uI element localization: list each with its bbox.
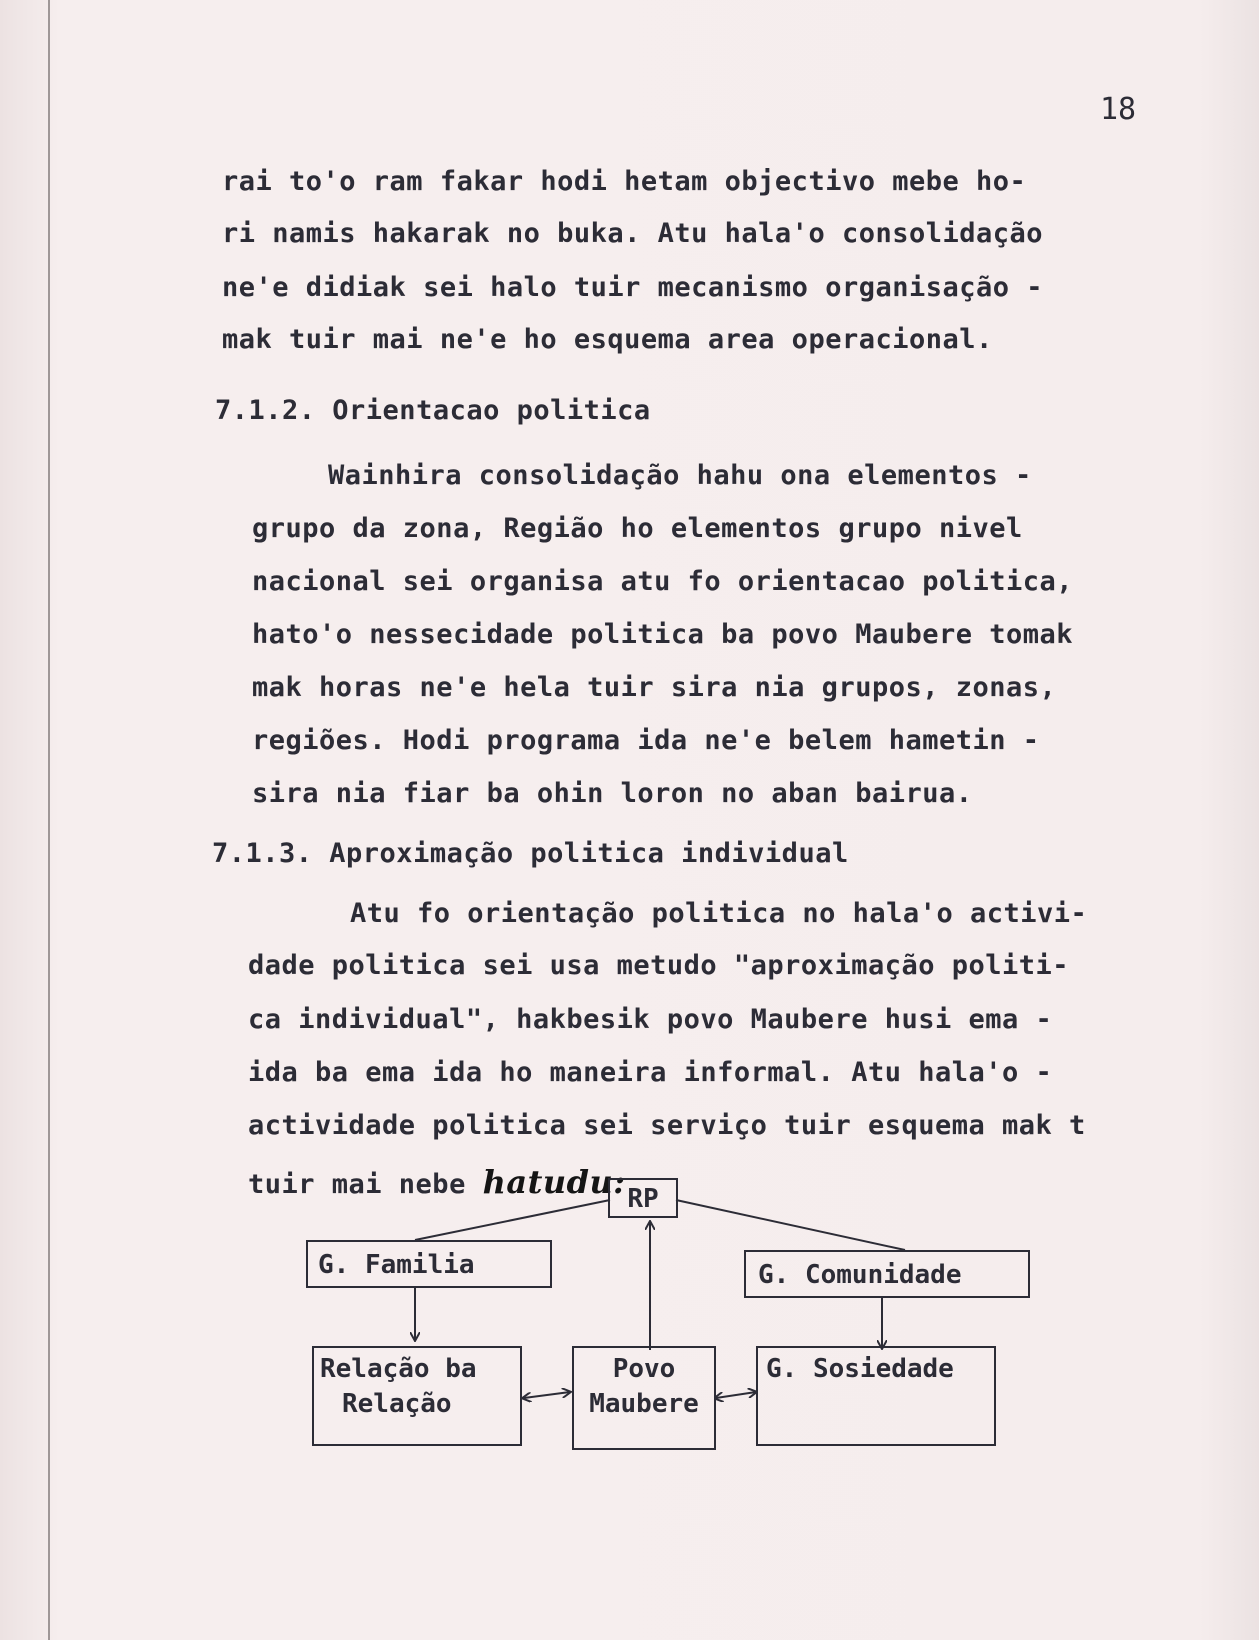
section-2-line-1: Wainhira consolidação hahu ona elementos - (328, 460, 1032, 491)
section-3-line-1: Atu fo orientação politica no hala'o activi- (350, 898, 1088, 929)
box-relacao-line-2: Relação (342, 1389, 452, 1420)
section-2-line-2: grupo da zona, Região ho elementos grupo nivel (252, 513, 1023, 544)
section-2-line-3: nacional sei organisa atu fo orientacao politica, (252, 566, 1074, 597)
handwritten-word: hatudu: (482, 1163, 626, 1201)
box-rp (608, 1178, 678, 1218)
arrow-povo-sosiedade (716, 1392, 756, 1398)
section-2-line-5: mak horas ne'e hela tuir sira nia grupos, zonas, (252, 672, 1057, 703)
section-3-line-4: ida ba ema ida ho maneira informal. Atu hala'o - (248, 1057, 1053, 1088)
box-rp-label: RP (627, 1184, 659, 1214)
page-number: 18 (1100, 92, 1137, 127)
box-relacao (312, 1346, 522, 1446)
box-povo (572, 1346, 716, 1450)
paragraph-1-line-2: ri namis hakarak no buka. Atu hala'o consolidação (222, 218, 1044, 249)
box-familia-label: G. Familia (318, 1250, 475, 1280)
section-2-line-4: hato'o nessecidade politica ba povo Maubere tomak (252, 619, 1074, 650)
section-3-last-line-text: tuir mai nebe (248, 1169, 466, 1200)
paragraph-1-line-4: mak tuir mai ne'e ho esquema area operacional. (222, 324, 993, 355)
paragraph-1-line-1: rai to'o ram fakar hodi hetam objectivo mebe ho- (222, 166, 1027, 197)
section-3-line-2: dade politica sei usa metudo "aproximação politi- (248, 950, 1070, 981)
section-2-heading: 7.1.2. Orientacao politica (215, 395, 651, 426)
section-2-line-7: sira nia fiar ba ohin loron no aban bairua. (252, 778, 973, 809)
box-povo-line-1: Povo (612, 1354, 676, 1384)
section-3-line-5: actividade politica sei serviço tuir esquema mak t (248, 1110, 1086, 1141)
box-comunidade-label: G. Comunidade (758, 1260, 962, 1290)
line-rp-familia (415, 1200, 610, 1240)
section-3-heading: 7.1.3. Aproximação politica individual (212, 838, 849, 869)
arrow-relacao-povo (524, 1392, 570, 1398)
line-rp-comunidade (676, 1200, 905, 1250)
box-relacao-line-1: Relação ba (320, 1354, 477, 1384)
box-familia (306, 1240, 552, 1288)
box-sosiedade-label: G. Sosiedade (766, 1354, 954, 1384)
paragraph-1-line-3: ne'e didiak sei halo tuir mecanismo organisação - (222, 272, 1044, 303)
box-sosiedade (756, 1346, 996, 1446)
box-comunidade (744, 1250, 1030, 1298)
section-2-line-6: regiões. Hodi programa ida ne'e belem hametin - (252, 725, 1040, 756)
box-povo-line-2: Maubere (589, 1389, 699, 1420)
section-3-line-3: ca individual", hakbesik povo Maubere husi ema - (248, 1004, 1053, 1035)
